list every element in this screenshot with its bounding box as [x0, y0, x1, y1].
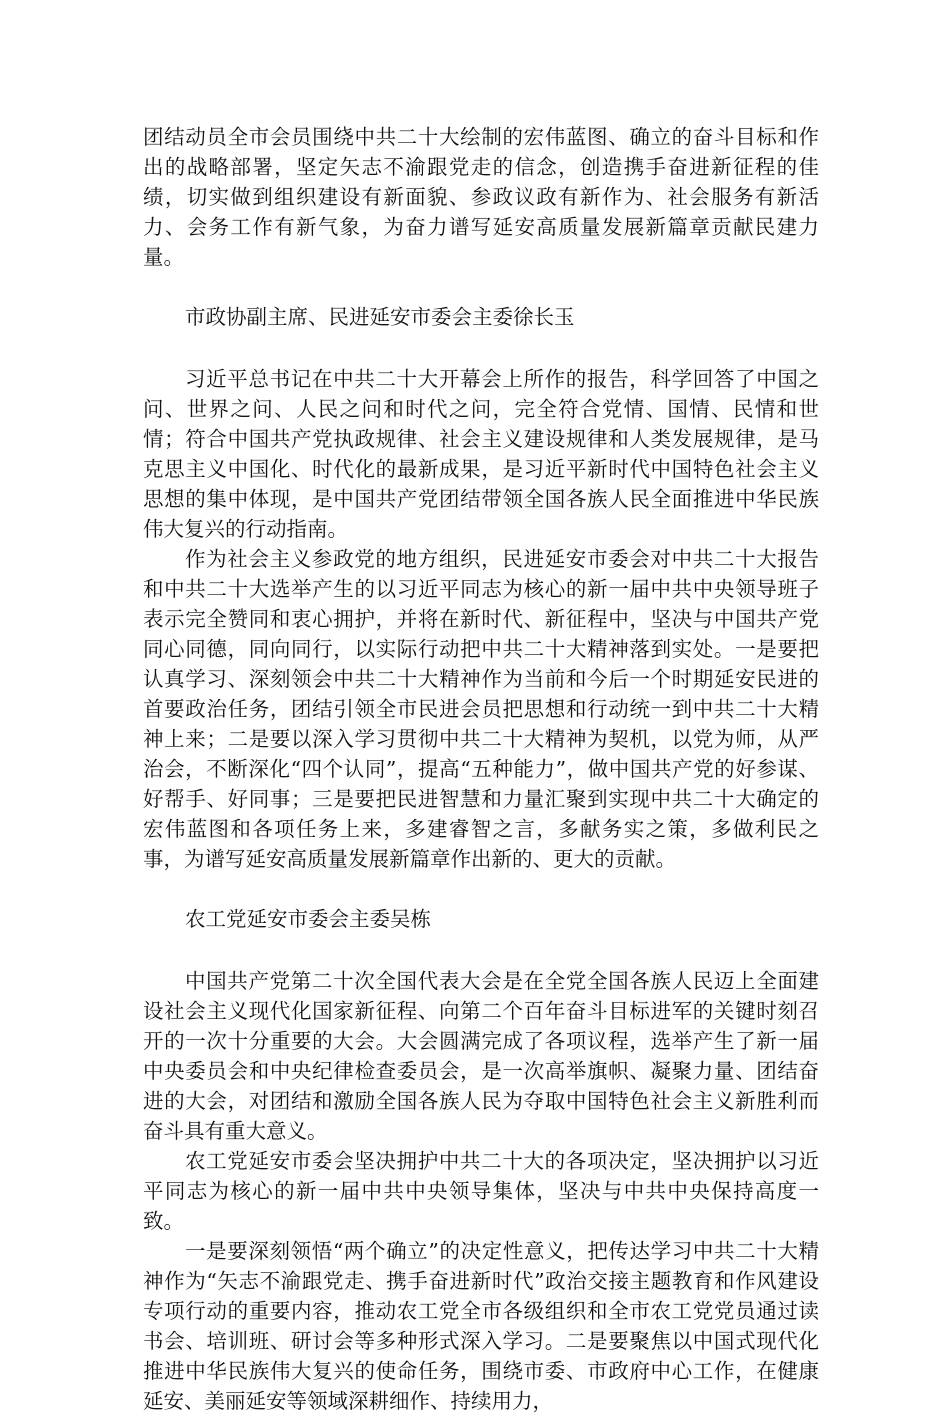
document-body [143, 122, 819, 1416]
paragraph-nonggong-tasks: 一是要深刻领悟“两个确立”的决定性意义，把传达学习中共二十大精神作为“矢志不渝跟党走、携手奋进新时代”政治交接主题教育和作风建设专项行动的重要内容，推动农工党全市各级组织和全市农工党党员通过读书会、培训班、研讨会等多种形式深入学习。二是要聚焦以中国式现代化推进中华民族伟大复兴的使命任务，围绕市委、市政府中心工作，在健康延安、美丽延安等领域深耕细作、持续用力， [143, 1239, 819, 1413]
paragraph-minjian-closing: 团结动员全市会员围绕中共二十大绘制的宏伟蓝图、确立的奋斗目标和作出的战略部署，坚定矢志不渝跟党走的信念，创造携手奋进新征程的佳绩，切实做到组织建设有新面貌、参政议政有新作为、社会服务有新活力、会务工作有新气象，为奋力谱写延安高质量发展新篇章贡献民建力量。 [143, 125, 819, 269]
speaker-heading-wu-dong: 农工党延安市委会主委吴栋 [185, 907, 431, 931]
speaker-heading-xu-changyu: 市政协副主席、民进延安市委会主委徐长玉 [185, 305, 575, 329]
paragraph-congress-significance: 中国共产党第二十次全国代表大会是在全党全国各族人民迈上全面建设社会主义现代化国家新征程、向第二个百年奋斗目标进军的关键时刻召开的一次十分重要的大会。大会圆满完成了各项议程，选举产生了新一届中央委员会和中央纪律检查委员会，是一次高举旗帜、凝聚力量、团结奋进的大会，对团结和激励全国各族人民为夺取中国特色社会主义新胜利而奋斗具有重大意义。 [143, 969, 819, 1143]
paragraph-minjin-commitment: 作为社会主义参政党的地方组织，民进延安市委会对中共二十大报告和中共二十大选举产生的以习近平同志为核心的新一届中共中央领导班子表示完全赞同和衷心拥护，并将在新时代、新征程中，坚决与中国共产党同心同德，同向同行，以实际行动把中共二十大精神落到实处。一是要把认真学习、深刻领会中共二十大精神作为当前和今后一个时期延安民进的首要政治任务，团结引领全市民进会员把思想和行动统一到中共二十大精神上来；二是要以深入学习贯彻中共二十大精神为契机，以党为师，从严治会，不断深化“四个认同”，提高“五种能力”，做中国共产党的好参谋、好帮手、好同事；三是要把民进智慧和力量汇聚到实现中共二十大确定的宏伟蓝图和各项任务上来，多建睿智之言，多献务实之策，多做利民之事，为谱写延安高质量发展新篇章作出新的、更大的贡献。 [143, 547, 819, 871]
paragraph-nonggong-support: 农工党延安市委会坚决拥护中共二十大的各项决定，坚决拥护以习近平同志为核心的新一届中共中央领导集体，坚决与中共中央保持高度一致。 [143, 1149, 819, 1233]
paragraph-report-assessment: 习近平总书记在中共二十大开幕会上所作的报告，科学回答了中国之问、世界之问、人民之问和时代之问，完全符合党情、国情、民情和世情；符合中国共产党执政规律、社会主义建设规律和人类发展规律，是马克思主义中国化、时代化的最新成果，是习近平新时代中国特色社会主义思想的集中体现，是中国共产党团结带领全国各族人民全面推进中华民族伟大复兴的行动指南。 [143, 367, 819, 541]
